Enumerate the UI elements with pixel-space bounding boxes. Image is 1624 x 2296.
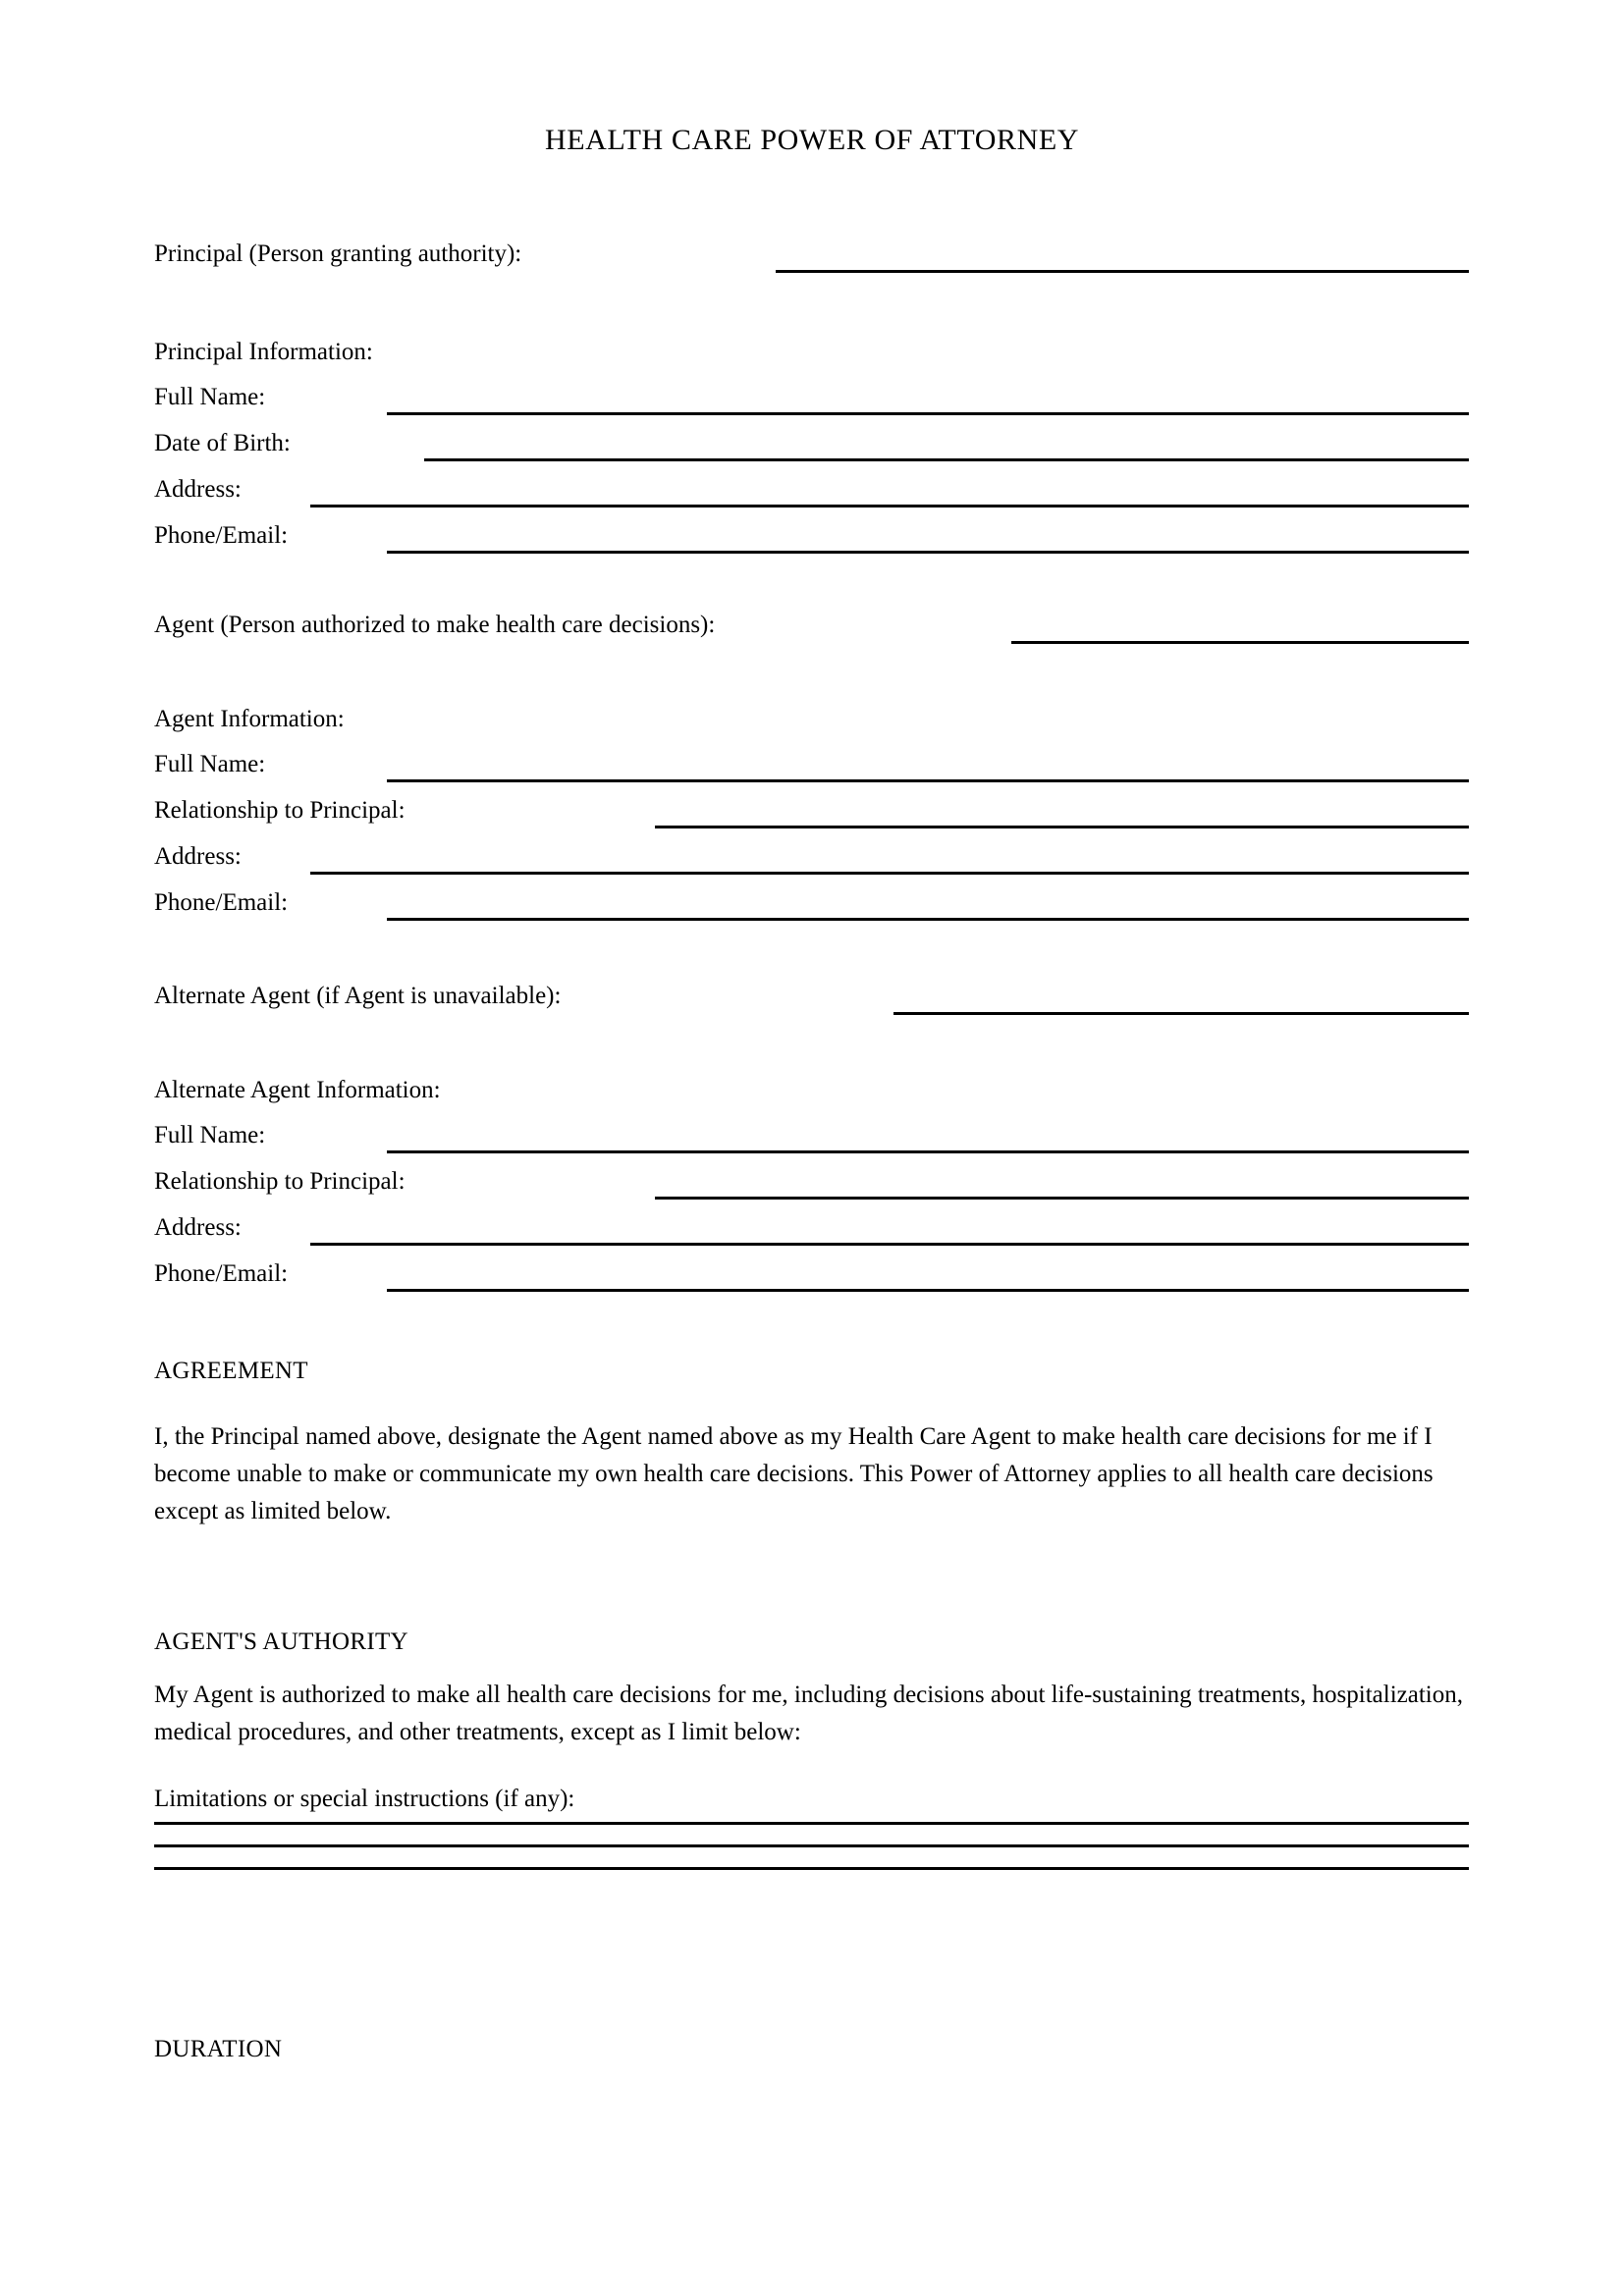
agent-heading-fill-line[interactable]	[1011, 641, 1469, 644]
alternate-agent-relationship-label: Relationship to Principal:	[154, 1168, 406, 1195]
agents-authority-heading: AGENT'S AUTHORITY	[154, 1629, 408, 1655]
duration-heading: DURATION	[154, 2036, 283, 2062]
alternate-agent-heading-fill-line[interactable]	[893, 1012, 1469, 1015]
agent-address-label: Address:	[154, 843, 242, 870]
agreement-body: I, the Principal named above, designate the Agent named above as my Health Care Agent to make health care decisions for me if I become unable to make or communicate my own health care decisions. This Power of Attorney applies to all health care decisions except as limited below.	[154, 1423, 1434, 1524]
page-title: HEALTH CARE POWER OF ATTORNEY	[544, 124, 1080, 156]
alternate-agent-full-name-line[interactable]	[387, 1150, 1469, 1153]
limitations-line-1[interactable]	[154, 1822, 1469, 1825]
principal-heading: Principal (Person granting authority):	[154, 240, 522, 267]
principal-heading-fill-line[interactable]	[776, 270, 1469, 273]
limitations-line-2[interactable]	[154, 1844, 1469, 1847]
alternate-agent-full-name-label: Full Name:	[154, 1122, 266, 1148]
principal-date-of-birth-line[interactable]	[424, 458, 1469, 461]
principal-phone-email-label: Phone/Email:	[154, 522, 289, 549]
principal-full-name-line[interactable]	[387, 412, 1469, 415]
alternate-agent-address-line[interactable]	[310, 1243, 1469, 1246]
alternate-agent-heading: Alternate Agent (if Agent is unavailable):	[154, 983, 562, 1009]
alternate-agent-phone-email-line[interactable]	[387, 1289, 1469, 1292]
agent-heading: Agent (Person authorized to make health care decisions):	[154, 612, 716, 638]
agents-authority-body: My Agent is authorized to make all health care decisions for me, including decisions about life-sustaining treatments, hospitalization, medical procedures, and other treatments, except as I limit below:	[154, 1682, 1463, 1745]
principal-information-label: Principal Information:	[154, 339, 373, 365]
principal-address-line[interactable]	[310, 505, 1469, 507]
agent-information-label: Agent Information:	[154, 706, 345, 732]
alternate-agent-information-label: Alternate Agent Information:	[154, 1077, 441, 1103]
agent-phone-email-line[interactable]	[387, 918, 1469, 921]
limitations-label: Limitations or special instructions (if any):	[154, 1786, 575, 1812]
principal-address-label: Address:	[154, 476, 242, 503]
alternate-agent-phone-email-label: Phone/Email:	[154, 1260, 289, 1287]
agent-full-name-label: Full Name:	[154, 751, 266, 777]
agent-relationship-line[interactable]	[655, 826, 1469, 828]
limitations-line-3[interactable]	[154, 1867, 1469, 1870]
agent-relationship-label: Relationship to Principal:	[154, 797, 406, 824]
agent-full-name-line[interactable]	[387, 779, 1469, 782]
principal-date-of-birth-label: Date of Birth:	[154, 430, 291, 456]
principal-full-name-label: Full Name:	[154, 384, 266, 410]
agent-phone-email-label: Phone/Email:	[154, 889, 289, 916]
alternate-agent-relationship-line[interactable]	[655, 1197, 1469, 1200]
agreement-heading: AGREEMENT	[154, 1358, 308, 1384]
principal-phone-email-line[interactable]	[387, 551, 1469, 554]
agent-address-line[interactable]	[310, 872, 1469, 875]
alternate-agent-address-label: Address:	[154, 1214, 242, 1241]
